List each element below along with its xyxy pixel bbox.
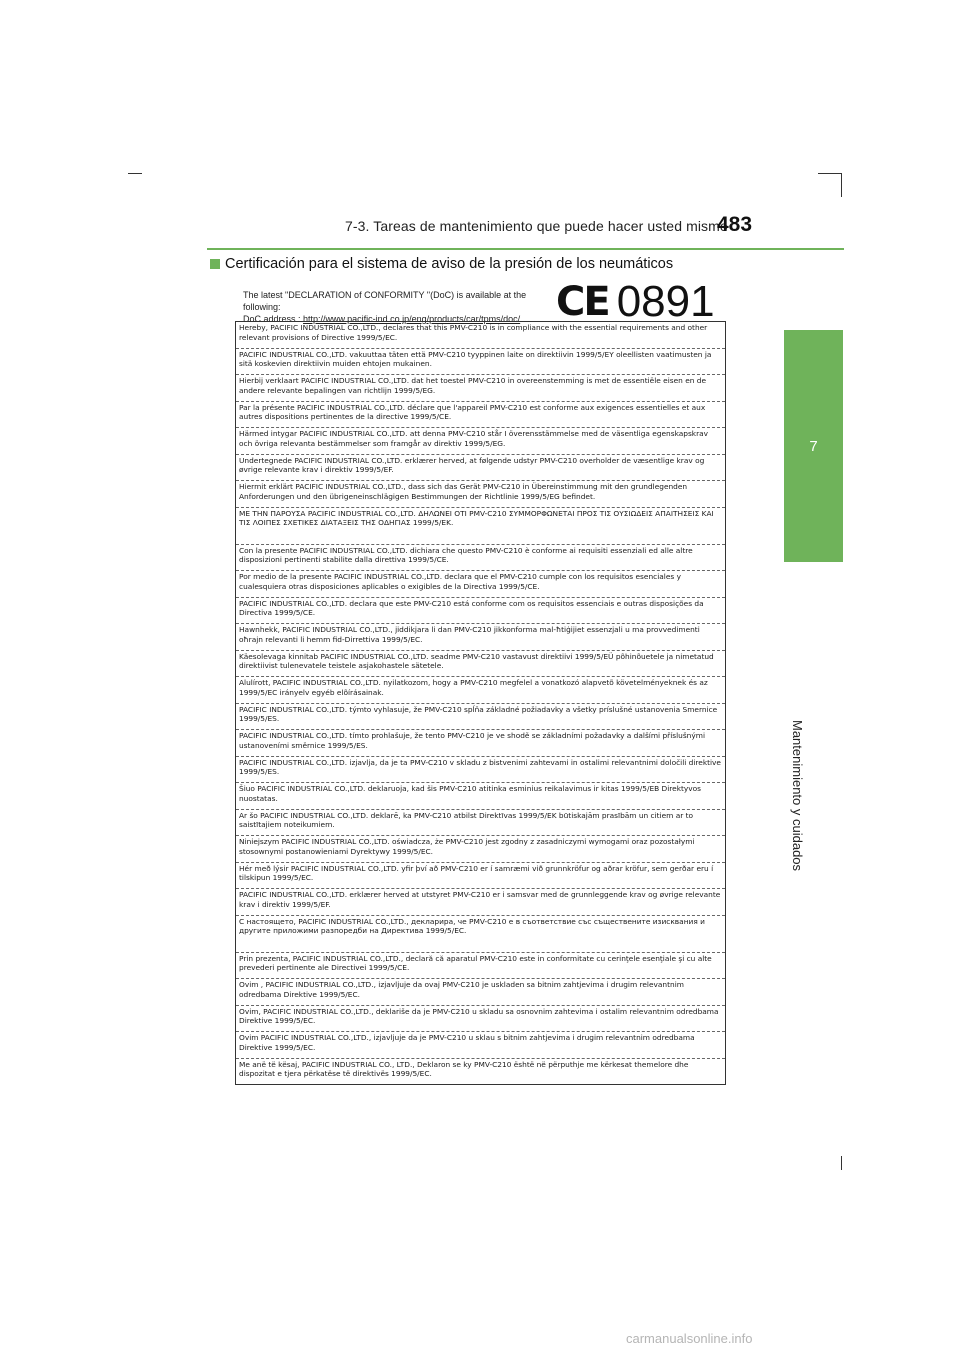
declaration-row: PACIFIC INDUSTRIAL CO.,LTD. izjavlja, da je ta PMV-C210 v skladu z bistvenimi zahtevami in ostalimi relevantnimi določili direktive 1999/5/ES. [236, 757, 725, 784]
declaration-row: Con la presente PACIFIC INDUSTRIAL CO.,LTD. dichiara che questo PMV-C210 è conforme ai requisiti essenziali ed alle altre disposizioni pertinenti stabilite dalla direttiva 1999/5/CE. [236, 545, 725, 572]
declaration-row: Prin prezenta, PACIFIC INDUSTRIAL CO.,LTD., declară că aparatul PMV-C210 este in conformitate cu cerinţele esenţiale şi cu alte prevederi pertinente ale Directivei 1999/5/CE. [236, 953, 725, 980]
doc-intro [243, 289, 543, 325]
declaration-row: Undertegnede PACIFIC INDUSTRIAL CO.,LTD. erklærer herved, at følgende udstyr PMV-C210 overholder de væsentlige krav og øvrige relevante krav i direktiv 1999/5/EF. [236, 455, 725, 482]
chapter-tab[interactable] [784, 330, 843, 562]
declaration-row: Käesolevaga kinnitab PACIFIC INDUSTRIAL CO.,LTD. seadme PMV-C210 vastavust direktiivi 1999/5/EÜ põhinõuetele ja nimetatud direktiivist tulenevatele teistele asjakohastele sätetele. [236, 651, 725, 678]
section-heading [210, 256, 673, 272]
declaration-row: PACIFIC INDUSTRIAL CO.,LTD. tímto prohlašuje, že tento PMV-C210 je ve shodě se základními požadavky a dalšími příslušnými ustanoveními směrnice 1999/5/ES. [236, 730, 725, 757]
ce-symbol: CE [556, 279, 609, 325]
square-bullet-icon [210, 259, 220, 269]
declaration-row: Ar šo PACIFIC INDUSTRIAL CO.,LTD. deklarē, ka PMV-C210 atbilst Direktīvas 1999/5/EK būtiskajām prasībām un citiem ar to saistītajiem noteikumiem. [236, 810, 725, 837]
ce-mark [556, 277, 715, 326]
header-divider [207, 248, 844, 250]
page-number: 483 [717, 213, 753, 236]
watermark: carmanualsonline.info [626, 1331, 753, 1346]
declaration-row: Hierbij verklaart PACIFIC INDUSTRIAL CO.,LTD. dat het toestel PMV-C210 in overeenstemming is met de essentiële eisen en de andere relevante bepalingen van richtlijn 1999/5/EG. [236, 375, 725, 402]
declaration-row: Me anë të kësaj, PACIFIC INDUSTRIAL CO., LTD., Deklaron se ky PMV-C210 është në përputhje me kërkesat themelore dhe dispozitat e tjera përkatëse të direktivës 1999/5/EC. [239, 1059, 689, 1079]
declaration-row: Par la présente PACIFIC INDUSTRIAL CO.,LTD. déclare que l'appareil PMV-C210 est conforme aux exigences essentielles et aux autres dispositions pertinentes de la directive 1999/5/CE. [236, 402, 725, 429]
declaration-row: Ovim , PACIFIC INDUSTRIAL CO.,LTD., izjavljuje da ovaj PMV-C210 je uskladen sa bitnim zahtjevima i drugim relevantnim odredbama Direktive 1999/5/EC. [236, 979, 725, 1006]
declaration-row: PACIFIC INDUSTRIAL CO.,LTD. týmto vyhlasuje, že PMV-C210 spĺňa základné požiadavky a všetky príslušné ustanovenia Smernice 1999/5/ES. [236, 704, 725, 731]
crop-mark-top-right-h [818, 173, 842, 174]
declaration-row: С настоящето, PACIFIC INDUSTRIAL CO.,LTD., декларира, че PMV-C210 е в съответствие със съществените изисквания и другите приложими разпоредби на Директива 1999/5/ЕС. [236, 916, 725, 953]
doc-address-link[interactable]: http://www.pacific-ind.co.jp/eng/products/car/tpms/doc/ [303, 314, 521, 324]
declaration-table [235, 321, 726, 1085]
declaration-row: Hereby, PACIFIC INDUSTRIAL CO.,LTD., declares that this PMV-C210 is in compliance with the essential requirements and other relevant provisions of Directive 1999/5/EC. [236, 322, 725, 349]
declaration-row: Alulírott, PACIFIC INDUSTRIAL CO.,LTD. nyilatkozom, hogy a PMV-C210 megfelel a vonatkozó alapvetõ követelményeknek és az 1999/5/EC irányelv egyéb elõírásainak. [236, 677, 725, 704]
chapter-label: Mantenimiento y cuidados [790, 720, 805, 872]
declaration-row: Härmed intygar PACIFIC INDUSTRIAL CO.,LTD. att denna PMV-C210 står I överensstämmelse med de väsentliga egenskapskrav och övriga relevanta bestämmelser som framgår av direktiv 1999/5/EG. [236, 428, 725, 455]
declaration-row: Ovim, PACIFIC INDUSTRIAL CO.,LTD., deklariše da je PMV-C210 u skladu sa osnovnim zahtevima i ostalim relevantnim odredbama Direktive 1999/5/EC. [236, 1006, 725, 1033]
section-heading-text: Certificación para el sistema de aviso de la presión de los neumáticos [225, 256, 674, 272]
crop-mark-bottom-right [841, 1156, 842, 1170]
declaration-row: Hawnhekk, PACIFIC INDUSTRIAL CO.,LTD., jiddikjara li dan PMV-C210 jikkonforma mal-ħtiġijiet essenzjali u ma provvedimenti oħrajn relevanti li hemm fid-Dirrettiva 1999/5/EC. [236, 624, 725, 651]
notified-body-number: 0891 [616, 277, 715, 326]
declaration-row: Šiuo PACIFIC INDUSTRIAL CO.,LTD. deklaruoja, kad šis PMV-C210 atitinka esminius reikalavimus ir kitas 1999/5/EB Direktyvos nuostatas. [236, 783, 725, 810]
declaration-row: Niniejszym PACIFIC INDUSTRIAL CO.,LTD. oświadcza, że PMV-C210 jest zgodny z zasadniczymi wymogami oraz pozostałymi stosownymi postanowieniami Dyrektywy 1999/5/EC. [236, 836, 725, 863]
declaration-row: PACIFIC INDUSTRIAL CO.,LTD. declara que este PMV-C210 está conforme com os requisitos essenciais e outras disposições da Directiva 1999/5/CE. [236, 598, 725, 625]
doc-address-label: DoC address : [243, 314, 301, 324]
declaration-row: Por medio de la presente PACIFIC INDUSTRIAL CO.,LTD. declara que el PMV-C210 cumple con los requisitos esenciales y cualesquiera otras disposiciones aplicables o exigibles de la Directiva 1999/5/CE. [236, 571, 725, 598]
chapter-number: 7 [809, 437, 818, 455]
declaration-row: PACIFIC INDUSTRIAL CO.,LTD. erklærer herved at utstyret PMV-C210 er i samsvar med de grunnleggende krav og øvrige relevante krav i direktiv 1999/5/EF. [236, 889, 725, 916]
section-title: 7-3. Tareas de mantenimiento que puede hacer usted mismo [345, 218, 728, 234]
crop-mark-top-left [128, 173, 142, 174]
doc-intro-line: The latest "DECLARATION of CONFORMITY "(DoC) is available at the following: [243, 290, 527, 312]
declaration-row: Hér með lýsir PACIFIC INDUSTRIAL CO.,LTD. yfir því að PMV-C210 er í samræmi við grunnkröfur og aðrar kröfur, sem gerðar eru í tilskipun 1999/5/EC. [236, 863, 725, 890]
crop-mark-top-right-v [841, 173, 842, 197]
declaration-row: PACIFIC INDUSTRIAL CO.,LTD. vakuuttaa täten että PMV-C210 tyyppinen laite on direktiivin 1999/5/EY oleellisten vaatimusten ja sitä koskevien direktiivin muiden ehtojen mukainen. [236, 349, 725, 376]
declaration-row: Ovim PACIFIC INDUSTRIAL CO.,LTD., izjavljuje da je PMV-C210 u sklau s bitnim zahtjevima i drugim relevantnim odredbama Direktive 1999/5/EC. [236, 1032, 725, 1059]
declaration-row: Hiermit erklärt PACIFIC INDUSTRIAL CO.,LTD., dass sich das Gerät PMV-C210 in Übereinstimmung mit den grundlegenden Anforderungen und den übrigeneinschlägigen Bestimmungen der Richtlinie 1999/5/EG befindet. [236, 481, 725, 508]
declaration-row: ΜΕ ΤΗΝ ΠΑΡΟΥΣΑ PACIFIC INDUSTRIAL CO.,LTD. ΔΗΛΩΝΕΙ ΟΤΙ PMV-C210 ΣΥΜΜΟΡΦΩΝΕΤΑΙ ΠΡΟΣ ΤΙΣ ΟΥΣΙΩΔΕΙΣ ΑΠΑΙΤΗΣΕΙΣ ΚΑΙ ΤΙΣ ΛΟΙΠΕΣ ΣΧΕΤΙΚΕΣ ΔΙΑΤΑΞΕΙΣ ΤΗΣ ΟΔΗΓΙΑΣ 1999/5/ΕΚ. [236, 508, 725, 545]
